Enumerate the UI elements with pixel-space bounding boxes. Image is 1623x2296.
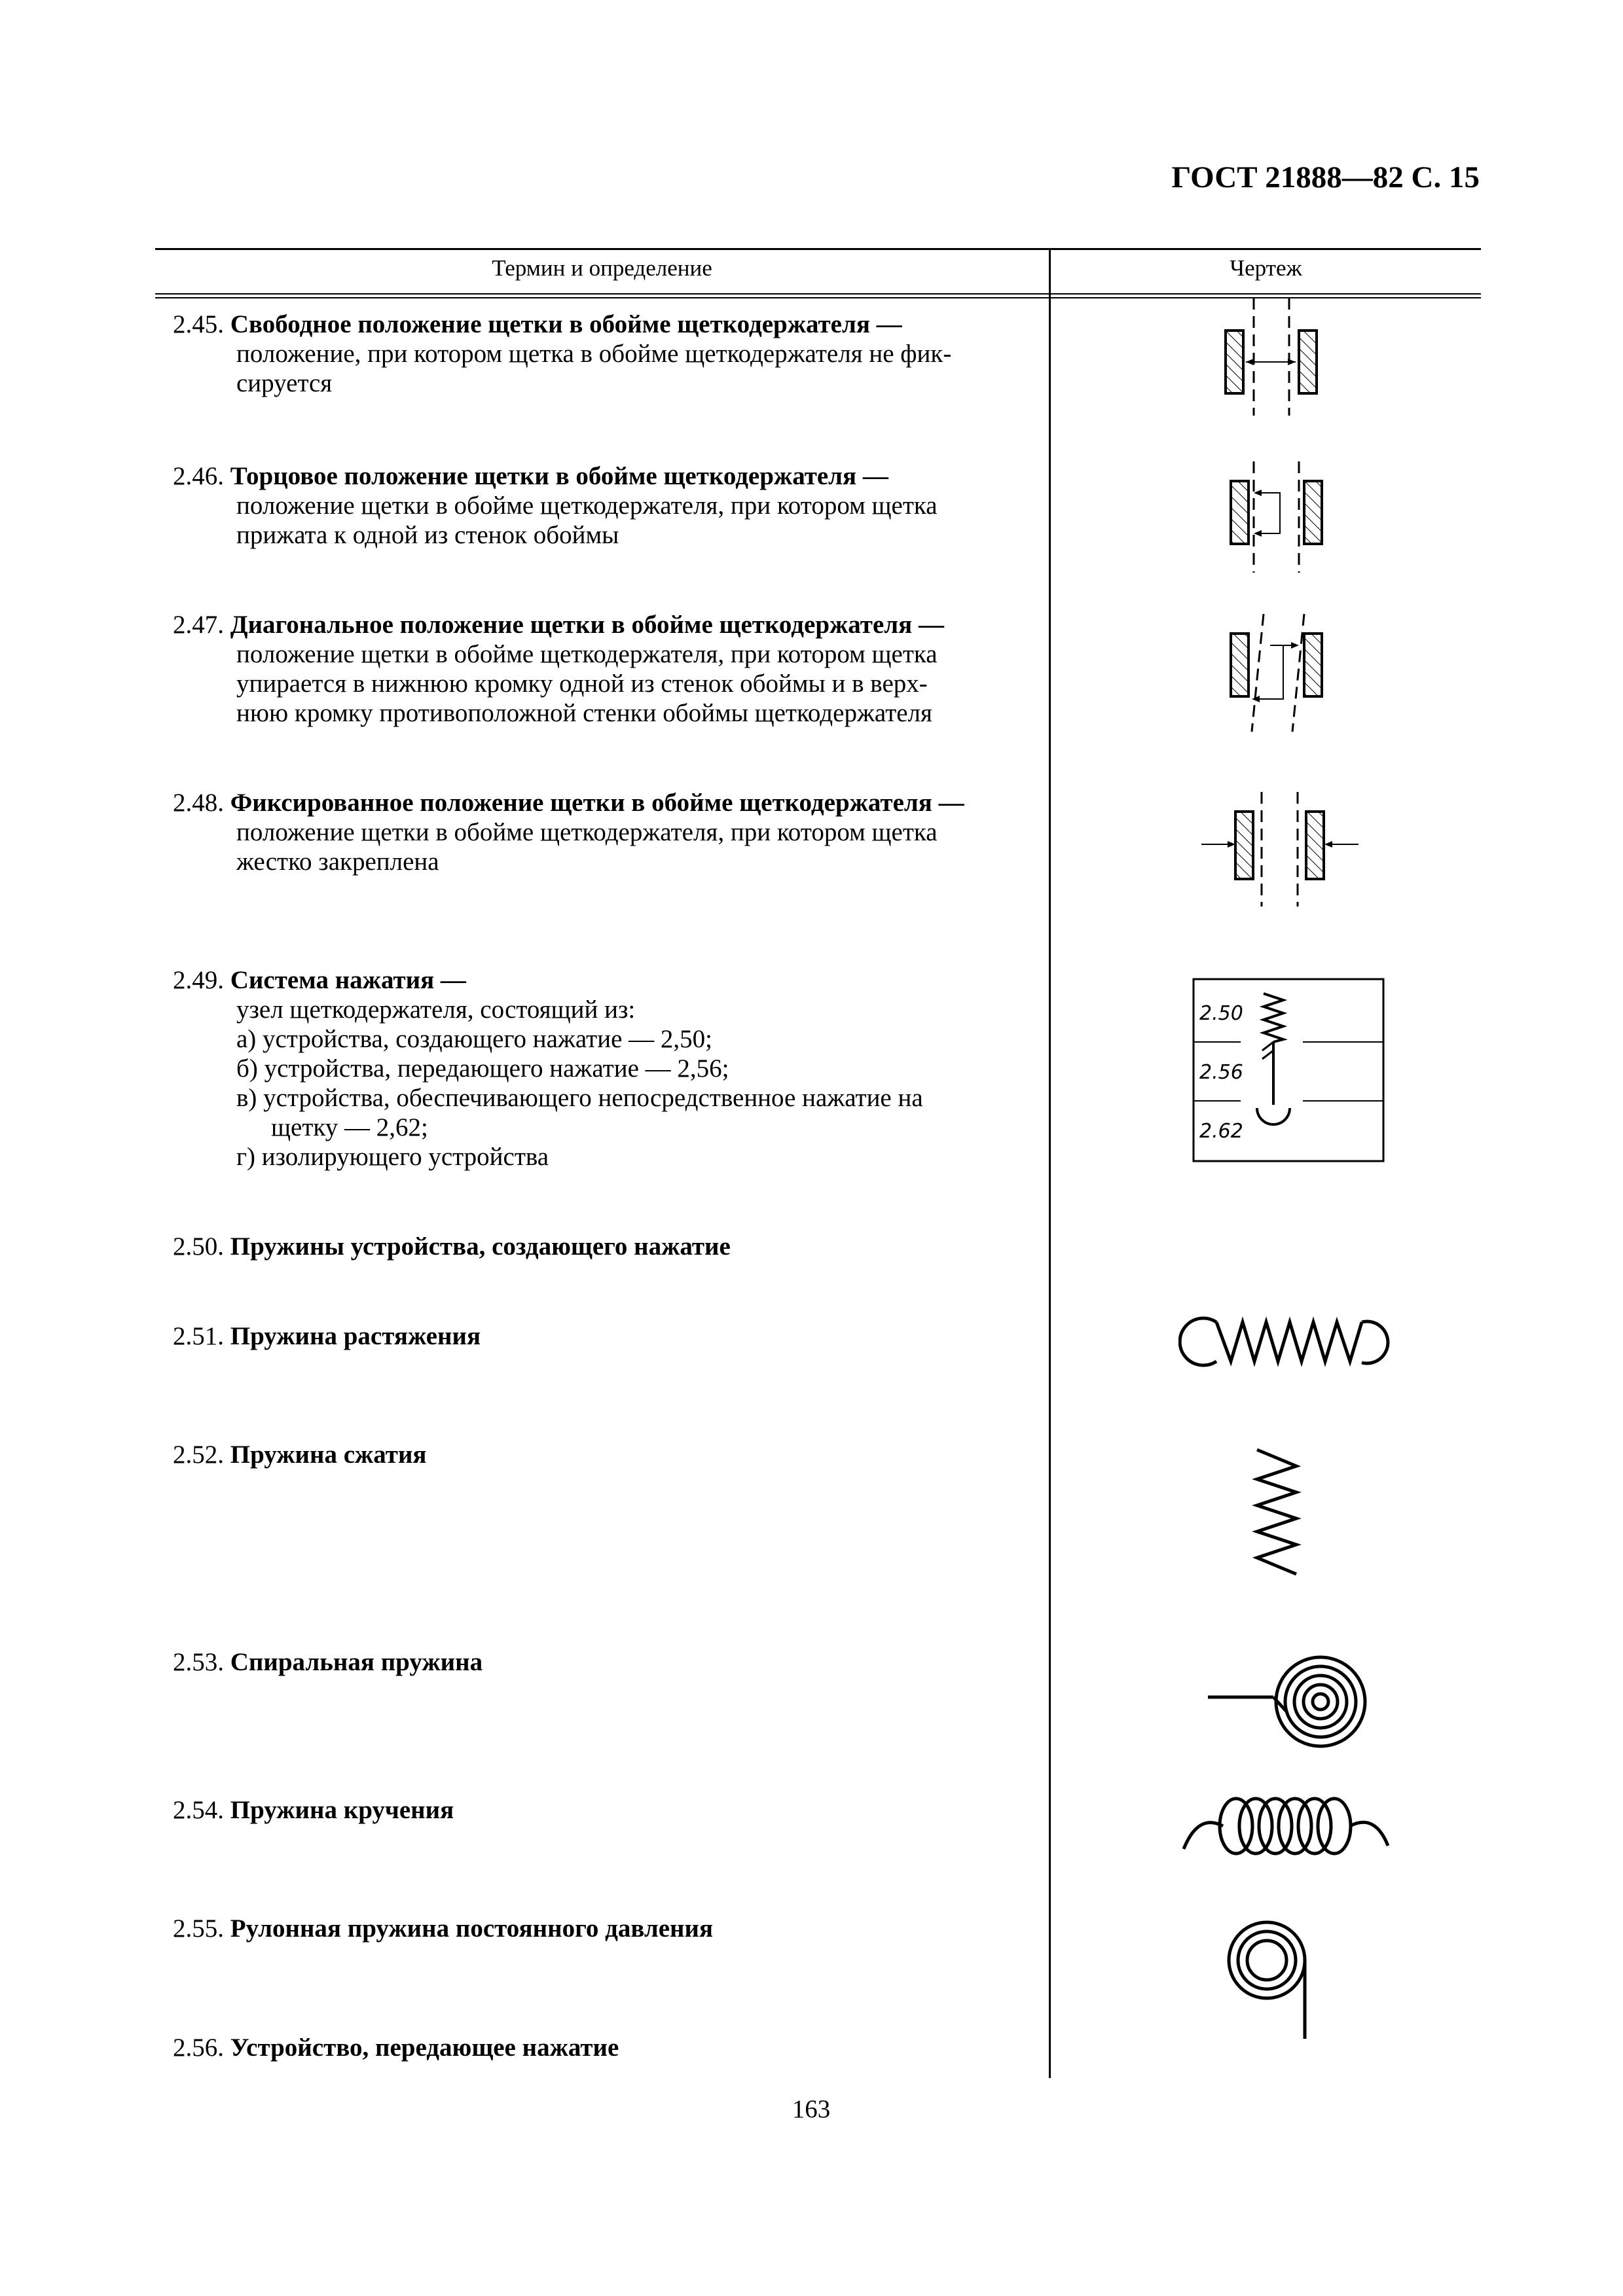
entry-number: 2.46. [173, 462, 224, 490]
figure-label-2-56: 2.56 [1199, 1061, 1243, 1084]
entry-definition-line: положение щетки в обойме щеткодержателя, при котором щетка [236, 640, 938, 668]
entry-term: Рулонная пружина постоянного давления [230, 1914, 714, 1943]
figure-label-2-50: 2.50 [1199, 1002, 1243, 1025]
entry-number: 2.49. [173, 966, 224, 994]
entry-term: Свободное положение щетки в обойме щеткодержателя — [230, 310, 902, 338]
entry-list-item: а) устройства, создающего нажатие — 2,50; [236, 1025, 712, 1053]
entry-2-50 [173, 1232, 1040, 1261]
entry-number: 2.55. [173, 1914, 224, 1943]
entry-2-48 [173, 788, 1040, 876]
entry-2-46 [173, 461, 1040, 550]
entry-list-item: г) изолирующего устройства [236, 1143, 549, 1171]
table-header-rule-1 [155, 293, 1481, 295]
entry-2-54 [173, 1795, 1040, 1825]
entry-2-56 [173, 2033, 1040, 2062]
entry-definition-line: прижата к одной из стенок обоймы [236, 521, 619, 549]
figure-tension-spring [1178, 1302, 1408, 1381]
document-header: ГОСТ 21888—82 С. 15 [1171, 160, 1480, 194]
entry-number: 2.51. [173, 1322, 224, 1350]
column-header-term: Термин и определение [492, 255, 712, 281]
entry-definition-line: сируется [236, 369, 333, 397]
entry-2-52 [173, 1440, 1040, 1469]
column-header-drawing: Чертеж [1230, 255, 1302, 281]
entry-number: 2.52. [173, 1441, 224, 1469]
figure-pressure-system [1192, 977, 1388, 1164]
entry-list-item-continuation: щетку — 2,62; [271, 1113, 428, 1141]
entry-number: 2.47. [173, 611, 224, 639]
entry-2-49 [173, 965, 1040, 1172]
entry-definition-line: жестко закреплена [236, 848, 439, 876]
entry-2-47 [173, 610, 1040, 728]
table-top-rule [155, 248, 1481, 250]
entry-number: 2.56. [173, 2034, 224, 2062]
figure-free-brush-position [1214, 298, 1329, 416]
entry-term: Диагональное положение щетки в обойме щеткодержателя — [230, 611, 944, 639]
entry-definition-line: упирается в нижнюю кромку одной из стенок обоймы и в верх- [236, 670, 928, 698]
page-number: 163 [792, 2095, 831, 2123]
figure-roll-spring [1224, 1911, 1336, 2042]
figure-compression-spring [1247, 1443, 1306, 1584]
column-divider [1049, 248, 1051, 2078]
figure-label-2-62: 2.62 [1199, 1120, 1243, 1143]
entry-number: 2.45. [173, 310, 224, 338]
entry-term: Система нажатия — [230, 966, 466, 994]
entry-2-51 [173, 1321, 1040, 1351]
entry-definition-line: узел щеткодержателя, состоящий из: [236, 996, 636, 1024]
entry-term: Пружина растяжения [230, 1322, 481, 1350]
entry-term: Пружина сжатия [230, 1441, 427, 1469]
entry-number: 2.53. [173, 1648, 224, 1676]
entry-list-item: в) устройства, обеспечивающего непосредственное нажатие на [236, 1084, 923, 1112]
entry-definition-line: нюю кромку противоположной стенки обоймы щеткодержателя [236, 699, 932, 727]
figure-diagonal-brush-position [1218, 607, 1332, 732]
entry-term: Пружина кручения [230, 1796, 454, 1824]
entry-2-55 [173, 1914, 1040, 1943]
figure-end-brush-position [1218, 461, 1332, 573]
entry-definition-line: положение, при котором щетка в обойме щеткодержателя не фик- [236, 340, 952, 368]
entry-number: 2.48. [173, 789, 224, 817]
entry-term: Торцовое положение щетки в обойме щеткодержателя — [230, 462, 888, 490]
entry-number: 2.54. [173, 1796, 224, 1824]
entry-definition-line: положение щетки в обойме щеткодержателя, при котором щетка [236, 818, 938, 846]
entry-2-53 [173, 1647, 1040, 1677]
entry-number: 2.50. [173, 1232, 224, 1261]
entry-term: Устройство, передающее нажатие [230, 2034, 619, 2062]
entry-2-45 [173, 310, 1040, 398]
entry-term: Пружины устройства, создающего нажатие [230, 1232, 731, 1261]
figure-fixed-brush-position [1198, 792, 1375, 906]
entry-term: Фиксированное положение щетки в обойме щеткодержателя — [230, 789, 964, 817]
figure-spiral-spring [1208, 1646, 1378, 1757]
entry-definition-line: положение щетки в обойме щеткодержателя, при котором щетка [236, 492, 938, 520]
figure-torsion-spring [1178, 1787, 1401, 1865]
entry-term: Спиральная пружина [230, 1648, 483, 1676]
entry-list-item: б) устройства, передающего нажатие — 2,56; [236, 1054, 729, 1083]
